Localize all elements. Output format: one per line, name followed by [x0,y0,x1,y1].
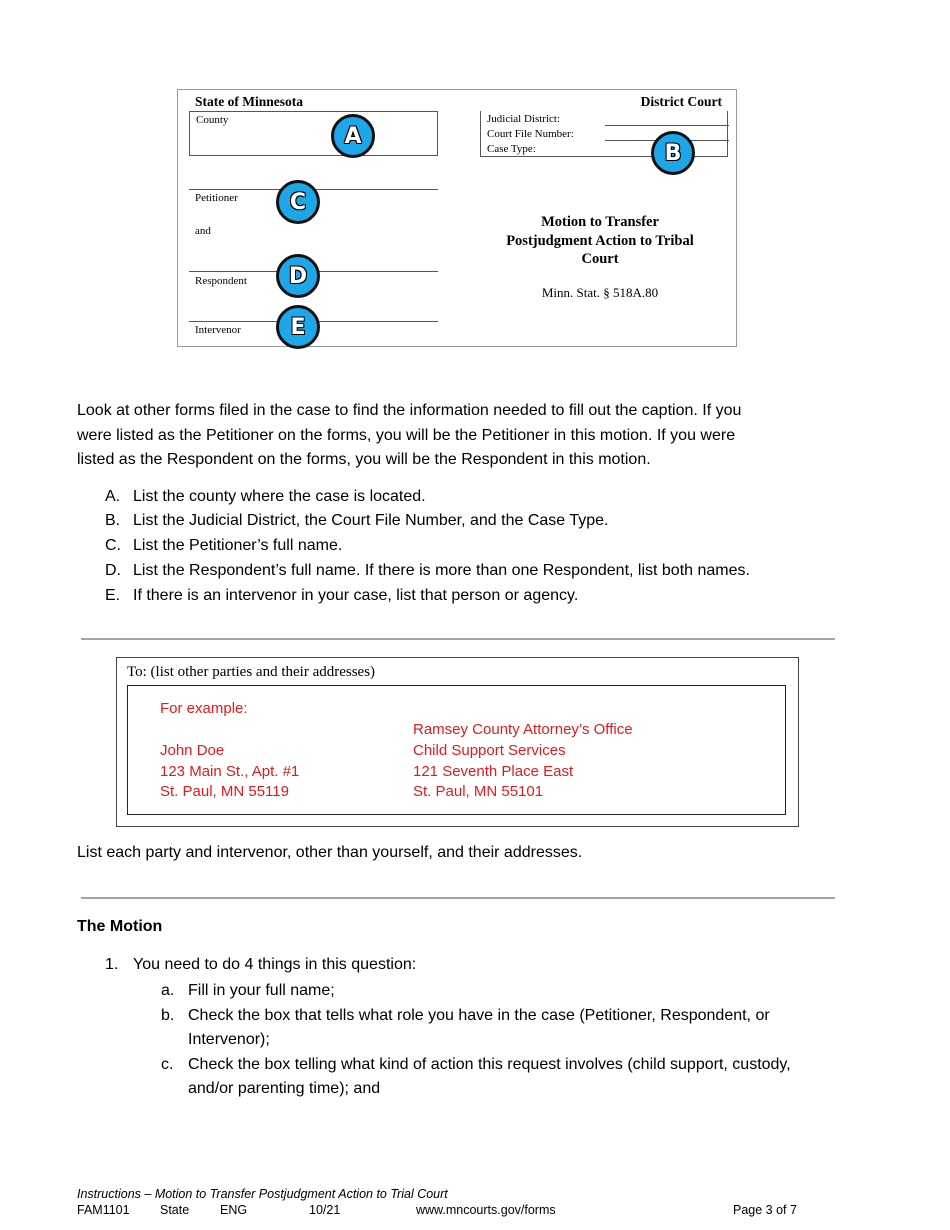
footer-language: ENG [220,1203,248,1217]
left-address [160,741,299,803]
list-text: List the Respondent’s full name. If there is more than one Respondent, list both names. [133,562,750,579]
list-item [161,1004,851,1053]
list-marker: a. [161,982,175,999]
footer-date: 10/21 [309,1203,341,1217]
address-line: St. Paul, MN 55101 [413,783,544,801]
example-label: For example: [160,700,248,717]
statute-label: Minn. Stat. § 518A.80 [541,285,659,300]
badge-e-icon: E [276,305,320,349]
title-line-2: Postjudgment Action to Tribal [506,232,694,249]
title-line-1: Motion to Transfer [541,214,659,230]
motion-heading: The Motion [77,918,163,935]
intro-line-3: listed as the Respondent on the forms, you will be the Respondent in this motion. [77,451,651,468]
sub-list [161,979,851,1102]
footer-scope: State [160,1203,190,1217]
list-text: List the county where the case is located. [133,488,426,505]
to-heading: To: (list other parties and their addresses) [127,664,376,680]
right-address [413,720,633,803]
to-instruction: List each party and intervenor, other than yourself, and their addresses. [77,844,583,861]
list-text: Check the box telling what kind of action this request involves (child support, custody, [188,1055,791,1073]
county-label: County [196,114,229,126]
judicial-district-line [605,125,729,126]
respondent-label: Respondent [195,275,247,287]
intro-paragraph [77,399,837,473]
list-text: Check the box that tells what role you have in the case (Petitioner, Respondent, or [188,1006,770,1024]
badge-d-icon: D [276,254,320,298]
list-item [161,979,851,1004]
list-marker: C. [105,537,121,554]
footer-title: Instructions – Motion to Transfer Postjudgment Action to Trial Court [77,1187,448,1201]
footer-form-id: FAM1101 [77,1203,130,1217]
list-item [161,1053,851,1102]
motion-title [470,213,730,269]
address-box [127,685,786,815]
and-label: and [195,225,211,237]
title-line-3: Court [581,251,619,267]
badge-c-icon: C [276,180,320,224]
judicial-district-label: Judicial District: [487,113,561,125]
list-marker: B. [105,512,121,529]
to-box-example [116,657,799,827]
list-text: If there is an intervenor in your case, list that person or agency. [133,587,579,604]
item1-text: You need to do 4 things in this question: [133,956,417,973]
court-label: District Court [640,94,722,109]
state-label: State of Minnesota [195,94,303,109]
list-marker: A. [105,488,121,505]
list-marker: b. [161,1006,175,1024]
list-text: and/or parenting time); and [188,1080,381,1097]
list-text: List the Judicial District, the Court File Number, and the Case Type. [133,512,609,529]
badge-b-icon: B [651,131,695,175]
address-line: Child Support Services [413,741,566,759]
list-text: Intervenor); [188,1031,270,1048]
county-box [189,111,438,156]
address-line: St. Paul, MN 55119 [160,783,289,800]
list-marker: c. [161,1055,174,1073]
footer-page: Page 3 of 7 [733,1203,797,1217]
caption-example [177,89,737,347]
intro-line-1: Look at other forms filed in the case to find the information needed to fill out the caption. If you [77,402,742,419]
footer-url: www.mncourts.gov/forms [416,1203,556,1217]
address-line: John Doe [160,742,225,759]
address-line: 123 Main St., Apt. #1 [160,762,300,780]
list-marker: E. [105,587,121,604]
case-type-label: Case Type: [487,143,536,155]
section-divider [81,638,835,640]
list-marker: D. [105,562,121,579]
intro-line-2: were listed as the Petitioner on the forms, you will be the Petitioner in this motion. If you were [77,426,736,444]
item1-marker: 1. [105,956,119,973]
list-text: Fill in your full name; [188,982,335,999]
address-line: Ramsey County Attorney’s Office [413,721,633,738]
address-line: 121 Seventh Place East [413,762,574,780]
court-file-number-label: Court File Number: [487,128,574,140]
section-divider [81,897,835,899]
list-text: List the Petitioner’s full name. [133,537,343,554]
petitioner-label: Petitioner [195,192,238,204]
badge-a-icon: A [331,114,375,158]
intervenor-label: Intervenor [195,324,241,336]
